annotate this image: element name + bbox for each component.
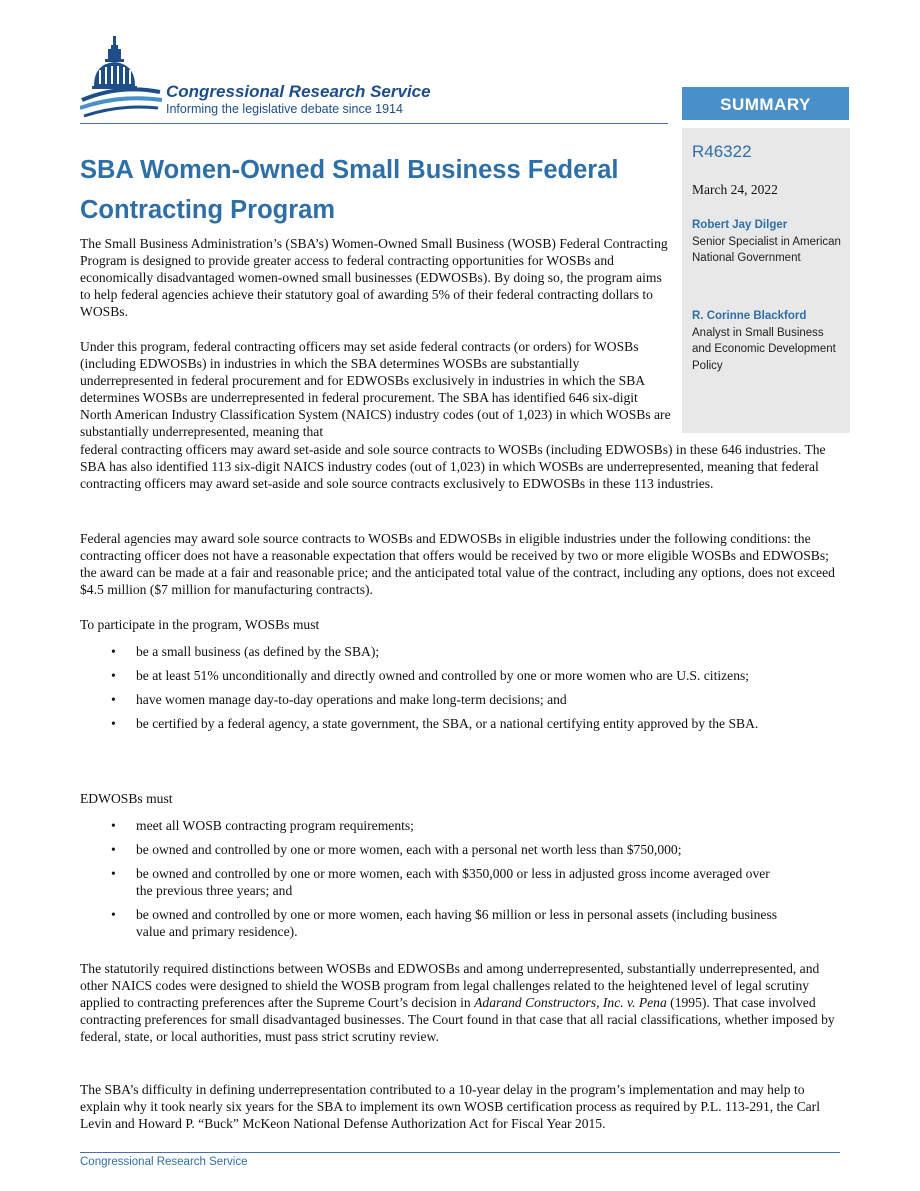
- author-title: Analyst in Small Business and Economic Development Policy: [692, 326, 836, 372]
- author-block: [692, 217, 842, 267]
- paragraph-text: (1995). That case involved contracting preferences for small disadvantaged businesses. The Court found in that case that all racial classifications, whether imposed by federal, state, or local authorities, must pass strict scrutiny review.: [80, 995, 835, 1045]
- report-date: March 24, 2022: [692, 182, 778, 197]
- footer-divider: [80, 1152, 840, 1153]
- bullet-icon: •: [111, 644, 116, 659]
- list-item-text: be a small business (as defined by the SBA);: [136, 644, 380, 659]
- footer-org-name: Congressional Research Service: [80, 1156, 248, 1168]
- list-item: [80, 865, 786, 899]
- bullet-icon: •: [111, 668, 116, 684]
- report-number: R46322: [692, 142, 752, 161]
- wosb-requirements-list: [80, 643, 840, 739]
- paragraph: The Small Business Administration’s (SBA’s) Women-Owned Small Business (WOSB) Federal Contracting Program is designed to provide greater access to federal contracting opportunities for WOSBs and economically disadvantaged women-owned small businesses (EDWOSBs). By doing so, the program aims to help federal agencies achieve their statutory goal of awarding 5% of their federal contracting dollars to WOSBs.: [80, 236, 668, 320]
- author-title: Senior Specialist in American National Government: [692, 235, 841, 264]
- list-item-text: be at least 51% unconditionally and directly owned and controlled by one or more women who are U.S. citizens;: [136, 668, 750, 684]
- paragraph: [80, 960, 840, 1045]
- list-item-text: meet all WOSB contracting program requirements;: [136, 818, 414, 833]
- bullet-icon: •: [111, 716, 116, 732]
- list-item-text: be owned and controlled by one or more women, each with $350,000 or less in adjusted gross income averaged over the previous three years; and: [136, 866, 770, 899]
- bullet-icon: •: [111, 818, 116, 833]
- list-item: [80, 906, 786, 940]
- org-name: Congressional Research Service: [166, 82, 431, 101]
- list-item-text: be certified by a federal agency, a state government, the SBA, or a national certifying entity approved by the SBA.: [136, 716, 759, 732]
- list-item: [80, 691, 786, 708]
- list-item: [80, 841, 786, 858]
- bullet-icon: •: [111, 842, 116, 858]
- paragraph: Under this program, federal contracting officers may set aside federal contracts (or orders) for WOSBs (including EDWOSBs) in industries in which the SBA determines WOSBs are substantially underrepresented in federal procurement and for EDWOSBs exclusively in industries in which the SBA determines WOSBs are underrepresented in federal procurement. The SBA has identified 646 six-digit North American Industry Classification System (NAICS) industry codes (out of 1,023) in which WOSBs are substantially underrepresented, meaning that: [80, 339, 671, 440]
- bullet-icon: •: [111, 907, 116, 923]
- paragraph: To participate in the program, WOSBs must: [80, 617, 320, 632]
- bullet-icon: •: [111, 692, 116, 708]
- sidebar-panel: [682, 128, 850, 433]
- paragraph: EDWOSBs must: [80, 791, 173, 806]
- summary-label: SUMMARY: [682, 87, 849, 120]
- list-item: [80, 715, 786, 732]
- paragraph-continuation: federal contracting officers may award set-aside and sole source contracts to WOSBs (including EDWOSBs) in these 646 industries. The SBA has also identified 113 six-digit NAICS industry codes (out of 1,023) in which WOSBs are underrepresented, meaning that federal contracting officers may award set-aside and sole source contracts exclusively to EDWOSBs in these 113 industries.: [80, 442, 826, 492]
- list-item: [80, 643, 786, 660]
- bullet-icon: •: [111, 866, 116, 882]
- list-item-text: be owned and controlled by one or more women, each having $6 million or less in personal assets (including business value and primary residence).: [136, 907, 778, 940]
- list-item: [80, 817, 786, 834]
- edwosb-requirements-list: [80, 817, 840, 948]
- paragraph-text: The statutorily required distinctions between WOSBs and EDWOSBs and among underrepresented, substantially underrepresented, and other NAICS codes were designed to shield the WOSB program from legal challenges related to the heightened level of legal scrutiny applied to contracting preferences after the Supreme Court’s decision in: [80, 961, 820, 1011]
- author-block: [692, 308, 842, 374]
- author-name: Robert Jay Dilger: [692, 219, 788, 231]
- header-divider: [80, 123, 668, 124]
- list-item-text: be owned and controlled by one or more women, each with a personal net worth less than $750,000;: [136, 842, 682, 858]
- document-title: SBA Women-Owned Small Business Federal Contracting Program: [80, 156, 619, 224]
- case-citation: Adarand Constructors, Inc. v. Pena: [474, 995, 667, 1011]
- paragraph: The SBA’s difficulty in defining underrepresentation contributed to a 10-year delay in the program’s implementation and may help to explain why it took nearly six years for the SBA to implement its own WOSB certification process as required by P.L. 113-291, the Carl Levin and Howard P. “Buck” McKeon National Defense Authorization Act for Fiscal Year 2015.: [80, 1082, 820, 1132]
- org-tagline: Informing the legislative debate since 1914: [166, 102, 403, 116]
- paragraph: Federal agencies may award sole source contracts to WOSBs and EDWOSBs in eligible industries under the following conditions: the contracting officer does not have a reasonable expectation that offers would be received by two or more eligible WOSBs and EDWOSBs; the award can be made at a fair and reasonable price; and the anticipated total value of the contract, including any options, does not exceed $4.5 million ($7 million for manufacturing contracts).: [80, 531, 835, 598]
- list-item-text: have women manage day-to-day operations and make long-term decisions; and: [136, 692, 567, 708]
- list-item: [80, 667, 786, 684]
- author-name: R. Corinne Blackford: [692, 310, 807, 322]
